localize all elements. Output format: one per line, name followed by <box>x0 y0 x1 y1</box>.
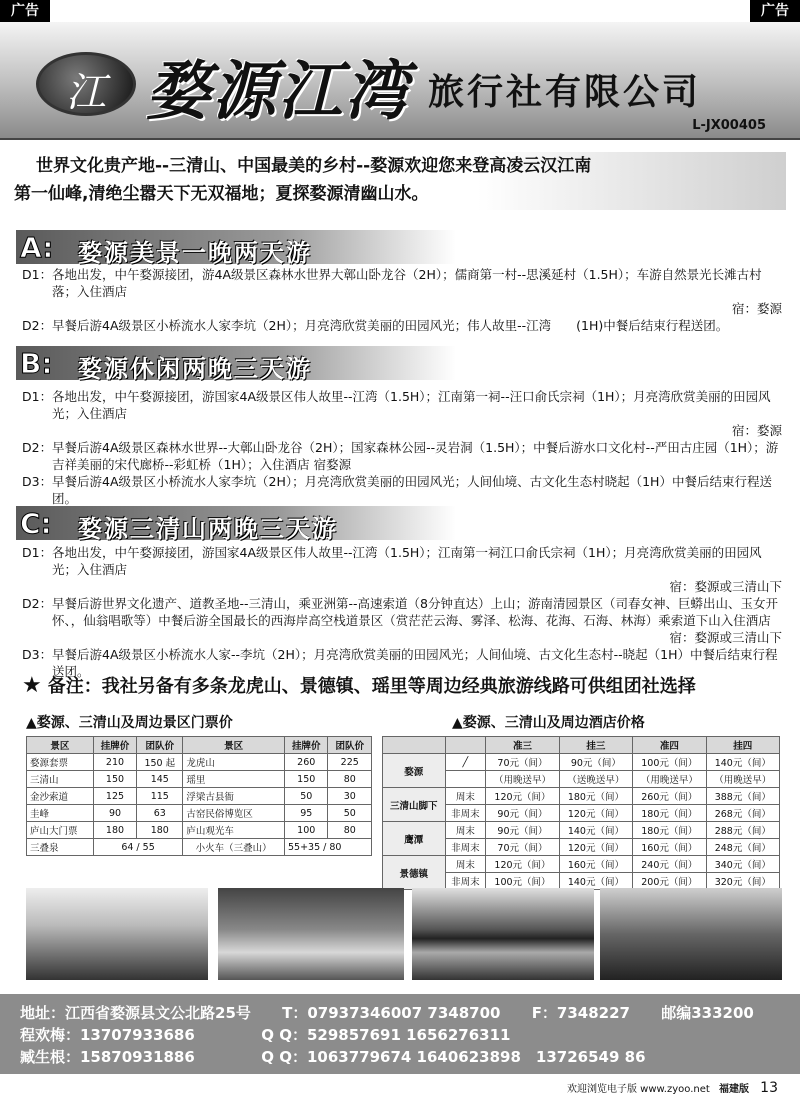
table-row <box>383 822 780 839</box>
fax: F：7348227 <box>531 1004 630 1022</box>
table-cell: 非周末 <box>445 873 486 890</box>
ticket-price-table <box>26 736 372 856</box>
scenery-photo-village-aerial <box>218 888 404 980</box>
table-cell: 240元（间） <box>633 856 706 873</box>
table-cell: 三叠泉 <box>27 839 94 856</box>
table-cell: 225 <box>328 754 372 771</box>
remark-note: ★ 备注：我社另备有多条龙虎山、景德镇、瑶里等周边经典旅游线路可供组团社选择 <box>22 673 696 698</box>
table-cell: 260元（间） <box>633 788 706 805</box>
table-cell: 150 起 <box>137 754 183 771</box>
table-cell: 95 <box>285 805 328 822</box>
table-cell: 200元（间） <box>633 873 706 890</box>
table-cell: 120元（间） <box>486 788 559 805</box>
table-header-cell <box>445 737 486 754</box>
table-cell: 180 <box>137 822 183 839</box>
table-cell: 90元（间） <box>486 822 559 839</box>
table-cell: 金沙索道 <box>27 788 94 805</box>
table-cell: 150 <box>93 771 136 788</box>
zip-code: 邮编333200 <box>661 1004 754 1022</box>
contact-person-1: 程欢梅：13707933686 <box>20 1026 195 1044</box>
table-header-cell: 挂四 <box>706 737 779 754</box>
table-cell: 100元（间） <box>633 754 706 771</box>
scenery-photo-pine-peak <box>600 888 782 980</box>
section-b-header: B: 婺源休闲两晚三天游 <box>16 346 456 380</box>
table-cell: 80 <box>328 771 372 788</box>
table-cell: （用晚送早） <box>486 771 559 788</box>
table-cell: 70元（间） <box>486 839 559 856</box>
website-text: 欢迎浏览电子版 www.zyoo.net <box>567 1084 710 1095</box>
table-cell: 288元（间） <box>706 822 779 839</box>
table-header-cell: 准四 <box>633 737 706 754</box>
table-cell: 周末 <box>445 856 486 873</box>
table-cell: 320元（间） <box>706 873 779 890</box>
table-cell: 周末 <box>445 788 486 805</box>
itinerary-day: D2： 早餐后游世界文化遗产、道教圣地--三清山，乘亚洲第--高速索道（8分钟直达）上山；游南清园景区（司春女神、巨蟒出山、玉女开怀、，仙翁唱歌等）中餐后游全国最长的西海岸高空栈道景区（赏茫茫云海、雾泽、松海、花海、石海、林海）乘索道下山入住酒店 宿：婺源或三清山下 <box>22 596 782 645</box>
table-cell: 非周末 <box>445 839 486 856</box>
table-cell: 140元（间） <box>559 822 632 839</box>
table-cell: 180元（间） <box>633 805 706 822</box>
table-cell: （送晚送早） <box>559 771 632 788</box>
table-cell: 90元（间） <box>486 805 559 822</box>
table-row <box>27 839 372 856</box>
table-cell: 120元（间） <box>486 856 559 873</box>
itinerary-day: D2： 早餐后游4A级景区森林水世界--大鄣山卧龙谷（2H）；国家森林公园--灵岩洞（1.5H）；中餐后游水口文化村--严田古庄园（1H）；游吉祥美丽的宋代廊桥--彩虹桥（1H）；入住酒店 宿婺源 <box>22 440 779 472</box>
table-cell: 80 <box>328 822 372 839</box>
table-header-cell: 团队价 <box>137 737 183 754</box>
table-cell: 100元（间） <box>486 873 559 890</box>
scenery-photo-lake-reflection <box>412 888 594 980</box>
section-b-itinerary <box>22 388 782 507</box>
table-cell: 180 <box>93 822 136 839</box>
ticket-table-title: ▲婺源、三清山及周边景区门票价 <box>26 715 233 731</box>
table-cell: 龙虎山 <box>183 754 285 771</box>
itinerary-day: D3： 早餐后游4A级景区小桥流水人家李坑（2H）；月亮湾欣赏美丽的田园风光；人间仙境、古文化生态村晓起（1H）中餐后结束行程送团。 <box>22 474 772 506</box>
itinerary-day: D3： 早餐后游4A级景区小桥流水人家--李坑（2H）；月亮湾欣赏美丽的田园风光；人间仙境、古文化生态村--晓起（1H）中餐后结束行程送团。 <box>22 647 778 679</box>
intro-slogan: 世界文化贵产地--三清山、中国最美的乡村--婺源欢迎您来登高凌云汉江南 第一仙峰,清绝尘嚣天下无双福地；夏探婺源清幽山水。 <box>14 152 786 210</box>
table-cell: 圭峰 <box>27 805 94 822</box>
table-cell: 周末 <box>445 822 486 839</box>
table-cell: 庐山观光车 <box>183 822 285 839</box>
table-cell: 268元（间） <box>706 805 779 822</box>
table-cell: 30 <box>328 788 372 805</box>
table-header-cell: 挂三 <box>559 737 632 754</box>
table-header-cell: 景区 <box>27 737 94 754</box>
table-cell: 145 <box>137 771 183 788</box>
company-logo: 江 <box>36 52 136 116</box>
table-row <box>27 805 372 822</box>
table-cell: （用晚送早） <box>706 771 779 788</box>
table-header-cell: 挂牌价 <box>93 737 136 754</box>
table-cell: 210 <box>93 754 136 771</box>
itinerary-day: D2： 早餐后游4A级景区小桥流水人家李坑（2H）；月亮湾欣赏美丽的田园风光；伟人故里--江湾 (1H)中餐后结束行程送团。 <box>22 318 729 333</box>
page-footer <box>567 1080 778 1096</box>
star-icon: ★ <box>22 673 42 698</box>
itinerary-day: D1： 各地出发，中午婺源接团，游国家4A级景区伟人故里--江湾（1.5H）；江南第一祠--汪口俞氏宗祠（1H）；月亮湾欣赏美丽的田园风光；入住酒店 宿：婺源 <box>22 389 782 438</box>
itinerary-day: D1： 各地出发，中午婺源接团，游国家4A级景区伟人故里--江湾（1.5H）；江南第一祠江口俞氏宗祠（1H）；月亮湾欣赏美丽的田园风光；入住酒店 宿：婺源或三清山下 <box>22 545 782 594</box>
table-cell: 古窑民俗博览区 <box>183 805 285 822</box>
table-cell: 180元（间） <box>559 788 632 805</box>
table-cell: 婺源套票 <box>27 754 94 771</box>
table-cell: 140元（间） <box>559 873 632 890</box>
scenery-photo-mountain-village <box>26 888 208 980</box>
hotel-table-title: ▲婺源、三清山及周边酒店价格 <box>452 715 645 731</box>
table-cell: ╱ <box>445 754 486 771</box>
table-cell: 瑶里 <box>183 771 285 788</box>
qq-1: Q Q：529857691 1656276311 <box>261 1026 511 1044</box>
table-cell: 50 <box>285 788 328 805</box>
table-row <box>27 788 372 805</box>
section-a-itinerary <box>22 266 782 334</box>
table-cell: 180元（间） <box>633 822 706 839</box>
table-cell: 90 <box>93 805 136 822</box>
ad-tag-right: 广告 <box>750 0 800 22</box>
table-cell: 50 <box>328 805 372 822</box>
section-c-itinerary <box>22 544 782 680</box>
table-cell-location: 景德镇 <box>383 856 446 890</box>
license-number: L-JX00405 <box>692 118 766 133</box>
page-number: 13 <box>760 1080 778 1096</box>
table-header-cell: 团队价 <box>328 737 372 754</box>
table-row <box>27 822 372 839</box>
edition-label: 福建版 <box>718 1084 749 1095</box>
table-cell: 140元（间） <box>706 754 779 771</box>
table-cell-location: 婺源 <box>383 754 446 788</box>
table-cell: 三清山 <box>27 771 94 788</box>
address: 地址：江西省婺源县文公北路25号 <box>20 1004 251 1022</box>
contact-person-2: 臧生根：15870931886 <box>20 1048 195 1066</box>
table-cell <box>445 771 486 788</box>
hotel-price-table <box>382 736 780 890</box>
table-cell: 388元（间） <box>706 788 779 805</box>
table-cell: 150 <box>285 771 328 788</box>
table-cell-location: 三清山脚下 <box>383 788 446 822</box>
table-cell: 120元（间） <box>559 839 632 856</box>
company-name: 旅行社有限公司 <box>428 72 702 113</box>
table-cell: 90元（间） <box>559 754 632 771</box>
telephone: T：07937346007 7348700 <box>282 1004 501 1022</box>
table-cell: 100 <box>285 822 328 839</box>
table-cell: 55+35 / 80 <box>285 839 372 856</box>
table-cell: 70元（间） <box>486 754 559 771</box>
table-header-cell: 准三 <box>486 737 559 754</box>
table-cell: 160元（间） <box>633 839 706 856</box>
table-row <box>383 754 780 771</box>
table-cell: 260 <box>285 754 328 771</box>
itinerary-day: D1： 各地出发，中午婺源接团，游4A级景区森林水世界大鄣山卧龙谷（2H）；儒商第一村--思溪延村（1.5H）；车游自然景光长滩古村落；入住酒店 宿：婺源 <box>22 267 782 316</box>
table-cell: 庐山大门票 <box>27 822 94 839</box>
table-row <box>383 856 780 873</box>
contact-footer <box>0 994 800 1074</box>
table-cell: 120元（间） <box>559 805 632 822</box>
table-cell: 160元（间） <box>559 856 632 873</box>
table-cell: 248元（间） <box>706 839 779 856</box>
table-cell: 115 <box>137 788 183 805</box>
table-cell: 125 <box>93 788 136 805</box>
ad-tag-left: 广告 <box>0 0 50 22</box>
table-header-cell: 挂牌价 <box>285 737 328 754</box>
table-row <box>27 754 372 771</box>
table-cell: 340元（间） <box>706 856 779 873</box>
table-row <box>383 788 780 805</box>
table-cell-location: 鹰潭 <box>383 822 446 856</box>
table-header-cell: 景区 <box>183 737 285 754</box>
table-header-cell <box>383 737 446 754</box>
table-cell: 非周末 <box>445 805 486 822</box>
table-row <box>27 771 372 788</box>
brand-name: 婺源江湾 <box>146 54 410 129</box>
table-cell: 64 / 55 <box>93 839 183 856</box>
header-banner <box>0 22 800 140</box>
section-a-header: A: 婺源美景一晚两天游 <box>16 230 456 264</box>
section-c-header: C: 婺源三清山两晚三天游 <box>16 506 456 540</box>
table-cell: （用晚送早） <box>633 771 706 788</box>
table-cell: 小火车（三叠山） <box>183 839 285 856</box>
qq-2: Q Q：1063779674 1640623898 13726549 86 <box>261 1048 646 1066</box>
table-cell: 63 <box>137 805 183 822</box>
table-cell: 浮梁古县衙 <box>183 788 285 805</box>
